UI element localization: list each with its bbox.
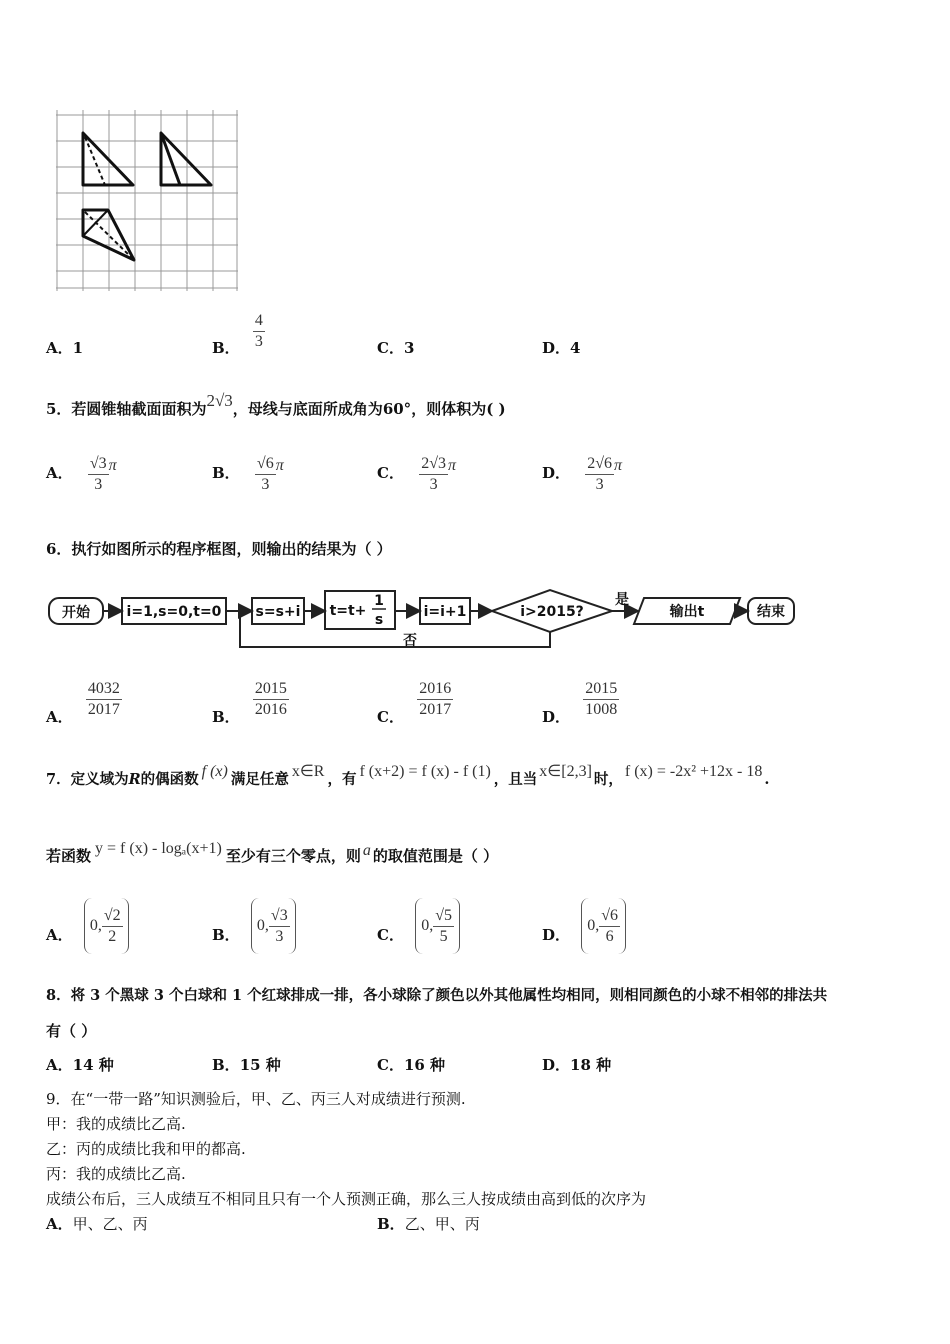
three-view-figure: [48, 108, 244, 294]
q4-b-numerator: 4: [253, 312, 265, 332]
flow-step1-text: s=s+i: [255, 604, 301, 620]
q7-option-b[interactable]: B． 0, $\frac{√3}{3}$: [212, 898, 296, 954]
q7-option-a[interactable]: A． 0, $\frac{√2}{2}$: [46, 898, 129, 954]
q9-line-bing: 丙：我的成绩比乙高.: [46, 1165, 186, 1183]
q9-line-result: 成绩公布后，三人成绩互不相同且只有一个人预测正确，那么三人按成绩由高到低的次序为: [46, 1190, 647, 1208]
q4-option-b[interactable]: B． $\frac{4}{3}$: [212, 312, 263, 357]
q9-stem: 9．在“一带一路”知识测验后，甲、乙、丙三人对成绩进行预测.: [46, 1090, 466, 1108]
q6-stem: 6．执行如图所示的程序框图，则输出的结果为（ ）: [46, 540, 392, 558]
q4-option-c[interactable]: C．3: [377, 339, 415, 357]
q5-option-a[interactable]: A． $\frac{√3}{3}$ π: [46, 455, 117, 493]
q4-b-denominator: 3: [254, 332, 263, 350]
q9-line-jia: 甲：我的成绩比乙高.: [46, 1115, 186, 1133]
q5-option-b[interactable]: B． $\frac{√6}{3}$ π: [212, 455, 284, 493]
q5-option-c[interactable]: C． $\frac{2√3}{3}$ π: [377, 455, 456, 493]
flow-step3-text: i=i+1: [423, 604, 467, 620]
q5-option-d[interactable]: D． $\frac{2√6}{3}$ π: [542, 455, 623, 493]
q7-option-d[interactable]: D． 0, $\frac{√6}{6}$: [542, 898, 626, 954]
q9-option-a[interactable]: A．甲、乙、丙: [46, 1215, 148, 1233]
flow-output-text: 输出t: [669, 604, 705, 620]
q5-stem: 5．若圆锥轴截面面积为2√3，母线与底面所成角为60°，则体积为( ): [46, 391, 506, 418]
q8-option-d[interactable]: D．18 种: [542, 1056, 612, 1074]
q7-option-c[interactable]: C． 0, $\frac{√5}{5}$: [377, 898, 460, 954]
flow-yes-text: 是: [615, 592, 629, 608]
flow-start-text: 开始: [62, 605, 90, 621]
q6-option-a[interactable]: A． $\frac{4032}{2017}$: [46, 680, 120, 726]
flow-init-text: i=1,s=0,t=0: [126, 604, 222, 620]
q7-line1: 7．定义域为R的偶函数 f (x) 满足任意 x∈R ，有 f (x+2) = f (x) - f (1) ，且当 x∈[2,3] 时， f (x) = -2x² +12x - 18 .: [46, 763, 770, 788]
q4-option-d[interactable]: D．4: [542, 339, 581, 357]
q5-area: 2√3: [206, 391, 233, 410]
flow-no-text: 否: [403, 633, 417, 649]
q8-line1: 8．将 3 个黑球 3 个白球和 1 个红球排成一排，各小球除了颜色以外其他属性均相同，则相同颜色的小球不相邻的排法共: [46, 987, 828, 1004]
flow-step2-num: 1: [374, 593, 384, 609]
flow-step2-den: s: [374, 612, 384, 628]
q8-line2: 有（ ）: [46, 1022, 97, 1040]
q7-line2: 若函数 y = f (x) - logₐ(x+1) 至少有三个零点，则 a 的取值范围是（ ）: [46, 840, 499, 865]
q6-option-c[interactable]: C． $\frac{2016}{2017}$: [377, 680, 452, 726]
q8-option-c[interactable]: C．16 种: [377, 1056, 446, 1074]
flow-step2-text: t=t+: [329, 603, 367, 619]
flowchart: [46, 584, 806, 656]
q4-option-a[interactable]: A．1: [46, 339, 84, 357]
q8-option-b[interactable]: B．15 种: [212, 1056, 281, 1074]
flow-end-text: 结束: [757, 604, 785, 620]
q8-option-a[interactable]: A．14 种: [46, 1056, 114, 1074]
q9-line-yi: 乙：丙的成绩比我和甲的都高.: [46, 1140, 246, 1158]
q6-option-d[interactable]: D． $\frac{2015}{1008}$: [542, 680, 618, 726]
q9-option-b[interactable]: B．乙、甲、丙: [377, 1215, 480, 1233]
flow-cond-text: i>2015?: [520, 604, 584, 620]
q6-option-b[interactable]: B． $\frac{2015}{2016}$: [212, 680, 287, 726]
